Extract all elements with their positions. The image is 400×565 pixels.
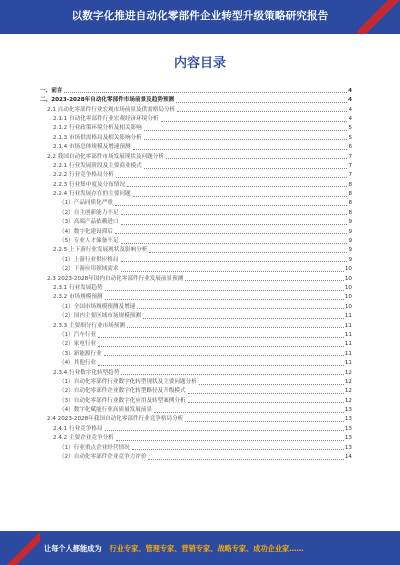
toc-entry-title: （2）家电行业 [59, 341, 97, 348]
toc-leader-dots [115, 233, 348, 234]
toc-entry[interactable] [40, 357, 352, 366]
toc-leader-dots [161, 121, 348, 122]
toc-page-number: 4 [348, 115, 352, 122]
toc-page-number: 11 [344, 341, 352, 348]
toc-entry[interactable] [40, 132, 352, 141]
toc-leader-dots [121, 271, 344, 272]
toc-page-number: 9 [348, 256, 352, 263]
toc-entry-title: 2.1.3 市场供需格局及相关影响分析 [53, 134, 142, 141]
toc-page-number: 7 [348, 172, 352, 179]
toc-entry[interactable] [40, 160, 352, 169]
toc-entry-title: 2.1.4 市场总体规模及增速预测 [53, 144, 131, 151]
footer-slogan-text: 让每个人都能成为 [44, 544, 102, 553]
toc-entry[interactable] [40, 386, 352, 395]
toc-leader-dots [144, 168, 348, 169]
toc-page-number: 9 [348, 238, 352, 245]
toc-entry[interactable] [40, 339, 352, 348]
footer-bar [0, 531, 400, 565]
toc-leader-dots [105, 299, 344, 300]
toc-entry-title: 2.3.3 主要细分行业市场预测 [53, 322, 125, 329]
toc-entry-title: 2.3 2023-2028年国内自动化零部件行业发展前景预测 [47, 275, 184, 282]
toc-page-number: 11 [344, 322, 352, 329]
toc-entry[interactable] [40, 235, 352, 244]
toc-entry-title: 2.2.4 行业发展存在的主要问题 [53, 191, 131, 198]
toc-entry-title: 2.1.2 行业政策环境分析及相关影响 [53, 125, 142, 132]
toc-page-number: 4 [348, 106, 352, 113]
toc-leader-dots [132, 449, 344, 450]
toc-entry-title: 2.2.5 上下游行业发展现状及影响分析 [53, 247, 148, 254]
toc-leader-dots [127, 327, 344, 328]
toc-page-number: 9 [348, 228, 352, 235]
toc-entry-title: 2.1 自动化零部件行业宏观市场前景及供需格局分析 [47, 106, 176, 113]
toc-page-number: 8 [348, 191, 352, 198]
toc-leader-dots [127, 186, 347, 187]
toc-entry-title: （2）自动化零部件企业数字化转型路径及升级模式 [59, 388, 186, 395]
toc-entry[interactable] [40, 442, 352, 451]
toc-leader-dots [188, 393, 344, 394]
toc-leader-dots [154, 412, 344, 413]
toc-leader-dots [121, 374, 344, 375]
toc-leader-dots [98, 346, 344, 347]
toc-entry[interactable] [40, 123, 352, 132]
toc-page-number: 10 [344, 294, 352, 301]
toc-entry[interactable] [40, 170, 352, 179]
toc-entry-title: 2.3.1 行业发展趋势 [53, 285, 103, 291]
toc-entry-title: 二、2023-2028年自动化零部件市场前景及趋势预测 [40, 97, 175, 104]
toc-entry-title: （4）其他行业 [59, 360, 97, 367]
toc-leader-dots [199, 384, 344, 385]
toc-leader-dots [121, 214, 348, 215]
toc-entry-title: 2.3.4 行业数字化转型趋势 [53, 369, 120, 376]
toc-leader-dots [121, 261, 348, 262]
toc-entry-title: （1）上游行业供应格局 [59, 256, 119, 263]
toc-entry[interactable] [40, 432, 352, 441]
toc-entry[interactable] [40, 376, 352, 385]
toc-entry[interactable] [40, 254, 352, 263]
toc-entry-title: （1）行业重点企业经营情况 [59, 444, 130, 451]
toc-leader-dots [133, 196, 348, 197]
toc-leader-dots [177, 111, 347, 112]
toc-leader-dots [105, 290, 344, 291]
toc-leader-dots [64, 92, 347, 93]
toc-leader-dots [137, 308, 344, 309]
toc-page-number: 13 [344, 416, 352, 423]
toc-page-number: 10 [344, 266, 352, 273]
toc-entry-title: （2）国内主要区域市场规模预测 [59, 313, 141, 320]
toc-entry[interactable] [40, 414, 352, 423]
toc-page-number: 9 [348, 247, 352, 254]
toc-entry-title: （4）数字化建设滞后 [59, 228, 113, 235]
toc-entry-title: 2.1.1 自动化零部件行业宏观经济环境分析 [53, 115, 159, 122]
toc-entry[interactable] [40, 207, 352, 216]
toc-entry[interactable] [40, 282, 352, 291]
toc-entry-title: 2.4 2023-2028年我国自动化零部件行业竞争格局分析 [47, 416, 184, 423]
toc-entry[interactable] [40, 273, 352, 282]
toc-page-number: 5 [348, 134, 352, 141]
toc-entry[interactable] [40, 94, 352, 103]
toc-entry[interactable] [40, 198, 352, 207]
toc-entry[interactable] [40, 348, 352, 357]
toc-entry-title: （2）下游应用领域需求 [59, 266, 119, 273]
toc-page-number: 12 [344, 388, 352, 395]
toc-entry[interactable] [40, 179, 352, 188]
toc-entry[interactable] [40, 216, 352, 225]
toc-leader-dots [176, 102, 347, 103]
toc-entry-title: 2.2.3 行业集中度及分布情况 [53, 181, 125, 188]
toc-entry[interactable] [40, 263, 352, 272]
toc-entry[interactable] [40, 451, 352, 460]
toc-entry-title: 2.2.2 行业竞争格局分析 [53, 172, 114, 179]
toc-entry-title: （3）高端产品依赖进口 [59, 219, 119, 226]
header-decoration [358, 0, 400, 34]
toc-entry[interactable] [40, 85, 352, 94]
toc-page-number: 11 [344, 350, 352, 357]
toc-entry[interactable] [40, 310, 352, 319]
toc-page-number: 9 [348, 219, 352, 226]
toc-entry[interactable] [40, 423, 352, 432]
toc-entry[interactable] [40, 395, 352, 404]
toc-entry-title: 2.4.2 主要企业竞争分析 [53, 435, 114, 442]
report-title: 以数字化推进自动化零部件企业转型升级策略研究报告 [71, 10, 329, 22]
toc-leader-dots [105, 430, 344, 431]
toc-entry[interactable] [40, 292, 352, 301]
toc-leader-dots [98, 337, 344, 338]
toc-leader-dots [116, 440, 344, 441]
toc-page-number: 12 [344, 397, 352, 404]
toc-page-number: 13 [344, 425, 352, 432]
toc-entry-title: （1）汽车行业 [59, 331, 97, 338]
toc-leader-dots [121, 243, 348, 244]
toc-entry[interactable] [40, 329, 352, 338]
toc-entry[interactable] [40, 226, 352, 235]
toc-page-number: 5 [348, 125, 352, 132]
toc-page-number: 10 [344, 303, 352, 310]
header-bar [0, 0, 400, 34]
toc-page-number: 12 [344, 378, 352, 385]
toc-heading: 内容目录 [173, 56, 226, 71]
toc-leader-dots [104, 355, 344, 356]
toc-entry[interactable] [40, 141, 352, 150]
toc-leader-dots [121, 224, 348, 225]
toc-entry[interactable] [40, 113, 352, 122]
toc-page-number: 11 [344, 313, 352, 320]
toc-page-number: 4 [348, 97, 352, 104]
toc-page-number: 13 [344, 444, 352, 451]
toc-page-number: 13 [344, 407, 352, 414]
toc-entry[interactable] [40, 301, 352, 310]
toc-entry[interactable] [40, 245, 352, 254]
toc-leader-dots [144, 130, 348, 131]
toc-entry-title: （3）自动化零部件行业数字化应用及转型案例分析 [59, 397, 186, 404]
toc-entry[interactable] [40, 151, 352, 160]
toc-leader-dots [144, 139, 348, 140]
toc-entry-title: （2）自动化零部件企业竞争力评价 [59, 454, 147, 461]
toc-page-number: 11 [344, 331, 352, 338]
toc-entry-title: 2.2 我国自动化零部件市场发展现状及问题分析 [47, 153, 164, 160]
toc-page-number: 11 [344, 360, 352, 367]
toc-page-number: 6 [348, 144, 352, 151]
toc-page-number: 7 [348, 162, 352, 169]
toc-entry-title: 2.4.1 行业竞争格局 [53, 425, 103, 432]
toc-page-number: 4 [348, 87, 352, 94]
toc-entry[interactable] [40, 367, 352, 376]
toc-entry-title: 2.3.2 市场规模预测 [53, 294, 103, 301]
table-of-contents [40, 85, 352, 461]
footer-roles-text: 行业专家、管理专家、营销专家、战略专家、成功企业家…… [109, 544, 304, 553]
toc-leader-dots [185, 421, 344, 422]
toc-leader-dots [166, 158, 347, 159]
toc-entry-title: （5）专业人才储备不足 [59, 238, 119, 245]
toc-leader-dots [115, 205, 348, 206]
toc-entry-title: （2）自主创新能力不足 [59, 209, 119, 216]
toc-leader-dots [143, 318, 344, 319]
toc-entry[interactable] [40, 404, 352, 413]
toc-leader-dots [116, 177, 348, 178]
toc-page-number: 12 [344, 369, 352, 376]
toc-entry[interactable] [40, 188, 352, 197]
toc-page-number: 10 [344, 285, 352, 291]
toc-leader-dots [148, 459, 343, 460]
toc-page-number: 14 [344, 454, 352, 461]
toc-leader-dots [149, 252, 347, 253]
footer-decoration [0, 531, 40, 565]
toc-entry-title: （1）全国市场规模预测及增速 [59, 303, 136, 310]
toc-leader-dots [188, 402, 344, 403]
toc-entry[interactable] [40, 320, 352, 329]
toc-leader-dots [133, 149, 348, 150]
toc-leader-dots [185, 280, 344, 281]
toc-page-number: 10 [344, 275, 352, 282]
toc-page-number: 7 [348, 153, 352, 160]
toc-leader-dots [98, 365, 344, 366]
toc-page-number: 8 [348, 200, 352, 207]
toc-page-number: 8 [348, 209, 352, 216]
toc-page-number: 8 [348, 181, 352, 188]
toc-entry-title: 2.2.1 行业发展阶段及主要商业模式 [53, 162, 142, 169]
toc-entry-title: （4）数字化赋能行业高质量发展前景 [59, 407, 153, 414]
toc-entry-title: （1）自动化零部件行业数字化转型现状及主要问题分析 [59, 378, 197, 385]
toc-entry[interactable] [40, 104, 352, 113]
toc-entry-title: 一、前言 [40, 87, 63, 94]
toc-page-number: 13 [344, 435, 352, 442]
footer-slogan [44, 544, 304, 554]
toc-entry-title: （3）新能源行业 [59, 350, 102, 357]
toc-entry-title: （1）产品同质化严重 [59, 200, 113, 207]
